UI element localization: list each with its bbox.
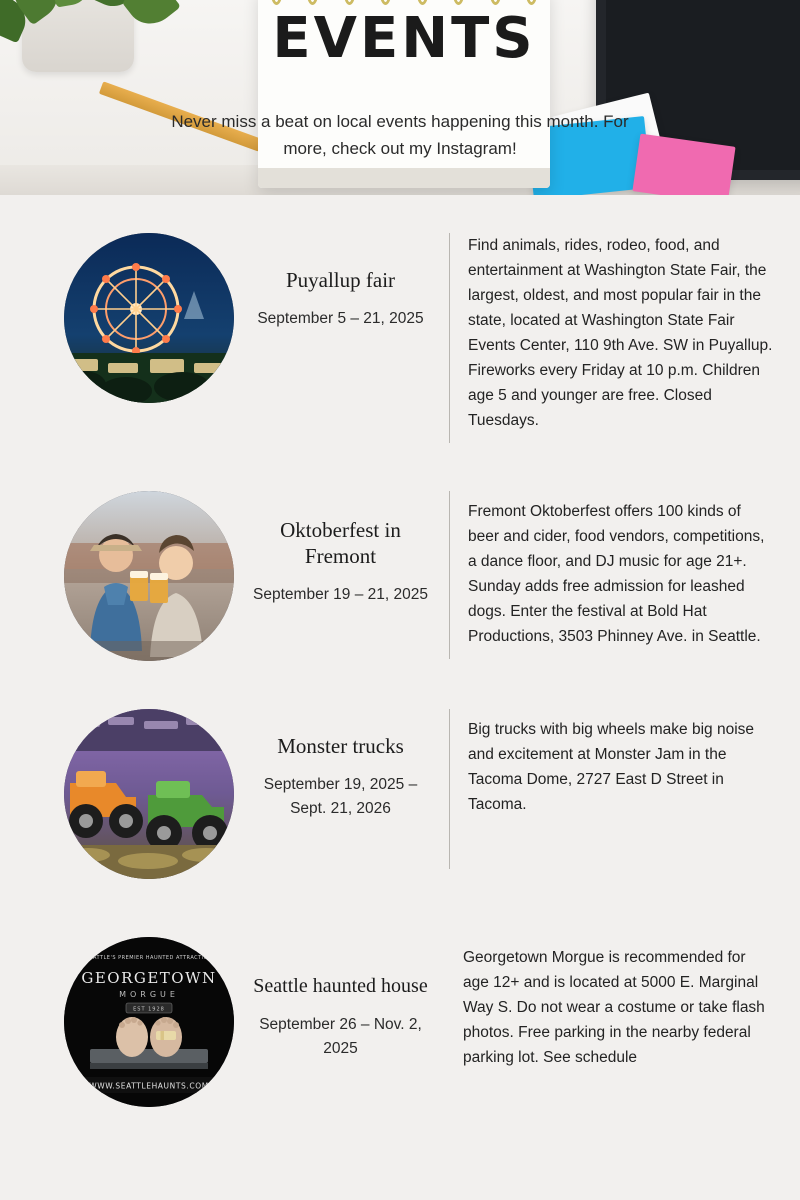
plant-pot-icon — [22, 0, 134, 72]
list-item — [0, 937, 800, 1107]
event-thumbnail-wrap — [64, 233, 234, 403]
event-date: September 19, 2025 – Sept. 21, 2026 — [263, 776, 418, 817]
events-list — [0, 195, 800, 1107]
svg-text:MORGUE: MORGUE — [119, 990, 179, 999]
page-title: EVENTS — [272, 6, 536, 71]
notepad-base — [258, 168, 550, 188]
event-description: Big trucks with big wheels make big noise and excitement at Monster Jam in the Tacoma Dome, 2727 East D Street in Tacoma. — [449, 709, 788, 869]
event-date: September 19 – 21, 2025 — [253, 586, 428, 603]
svg-text:WWW.SEATTLEHAUNTS.COM: WWW.SEATTLEHAUNTS.COM — [89, 1081, 209, 1091]
monster-truck-icon — [64, 709, 234, 879]
event-title: Monster trucks — [277, 734, 404, 758]
list-item — [0, 491, 800, 661]
event-title: Oktoberfest in Fremont — [280, 518, 401, 568]
event-meta — [234, 937, 449, 1061]
event-description: Find animals, rides, rodeo, food, and entertainment at Washington State Fair, the largest, oldest, and most popular fair in the state, located at Washington State Fair Events Center, 110 9th Ave. SW in Puyallup. Fireworks every Friday at 10 p.m. Children age 5 and younger are free. Closed Tuesdays. — [449, 233, 788, 443]
list-item — [0, 709, 800, 879]
event-meta — [234, 233, 449, 331]
page-subtitle: Never miss a beat on local events happening this month. For more, check out my Instagram! — [171, 112, 629, 158]
event-thumbnail-wrap — [64, 937, 234, 1107]
event-description: Fremont Oktoberfest offers 100 kinds of beer and cider, food vendors, competitions, a dance floor, and DJ music for age 21+. Sunday adds free admission for leashed dogs. Enter the festival at Bold Hat Productions, 3503 Phinney Ave. in Seattle. — [449, 491, 788, 659]
beer-toast-icon — [64, 491, 234, 661]
event-description: Georgetown Morgue is recommended for age 12+ and is located at 5000 E. Marginal Way S. Do not wear a costume or take flash photos. Free parking in the nearby federal parking lot. See schedule — [463, 949, 765, 1066]
page-header — [0, 0, 800, 195]
list-item — [0, 233, 800, 443]
event-meta — [234, 709, 449, 821]
event-meta — [234, 491, 449, 607]
event-title: Seattle haunted house — [253, 975, 428, 997]
event-date: September 5 – 21, 2025 — [257, 310, 424, 327]
svg-text:GEORGETOWN: GEORGETOWN — [81, 969, 217, 987]
event-date: September 26 – Nov. 2, 2025 — [259, 1016, 422, 1057]
svg-text:EST 1928: EST 1928 — [133, 1006, 165, 1013]
svg-text:SEATTLE'S PREMIER HAUNTED ATTR: SEATTLE'S PREMIER HAUNTED ATTRACTION — [85, 955, 213, 961]
haunted-house-poster-icon — [64, 937, 234, 1107]
ferris-wheel-icon — [64, 233, 234, 403]
event-thumbnail-wrap — [64, 491, 234, 661]
event-thumbnail-wrap — [64, 709, 234, 879]
event-title: Puyallup fair — [285, 268, 396, 292]
